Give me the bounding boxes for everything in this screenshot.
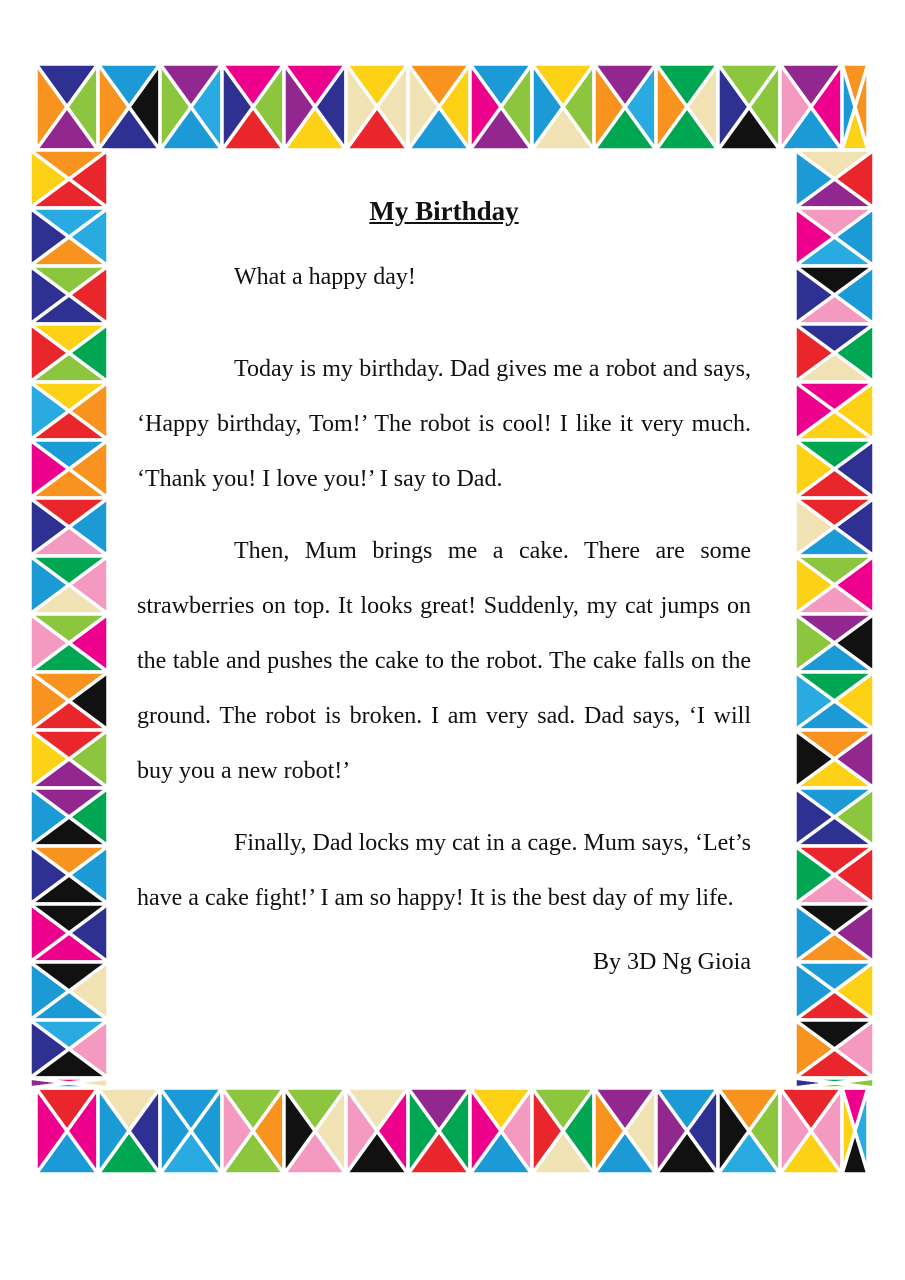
paragraph-3: Then, Mum brings me a cake. There are some strawberries on top. It looks great! Suddenly, my cat jumps on the table and pushes the cake to the robot. The cake falls on the ground. The robot is broken. I am very sad. Dad says, ‘I will buy you a new robot!’: [137, 538, 751, 784]
author-byline: By 3D Ng Gioia: [593, 949, 751, 975]
story-content: [137, 190, 751, 977]
paragraph-1: What a happy day!: [234, 264, 416, 290]
story-title: My Birthday: [369, 196, 519, 226]
paragraph-2: Today is my birthday. Dad gives me a robot and says, ‘Happy birthday, Tom!’ The robot is cool! I like it very much. ‘Thank you! I love you!’ I say to Dad.: [137, 356, 751, 492]
paragraph-4: Finally, Dad locks my cat in a cage. Mum says, ‘Let’s have a cake fight!’ I am so happy! It is the best day of my life.: [137, 830, 751, 911]
